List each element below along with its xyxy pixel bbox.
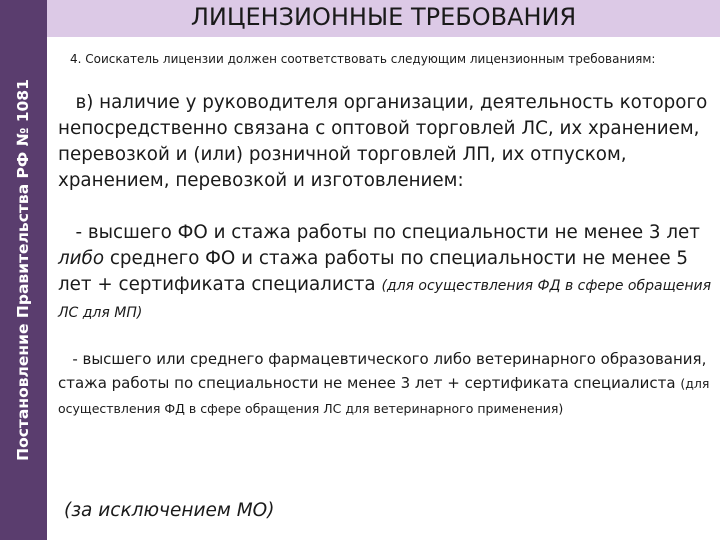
req1-part-b: среднего ФО и стажа работы по специальности не менее 5 лет + сертификата специалиста: [58, 248, 694, 295]
req1-either-word: либо: [58, 248, 105, 269]
req2-note: (для осуществления ФД в сфере обращения ЛС для ветеринарного применения): [58, 376, 714, 416]
requirement-higher-education-paragraph: [58, 220, 716, 326]
requirement-pharma-vet-paragraph: [58, 347, 713, 421]
requirement-v-paragraph: [58, 90, 713, 194]
sidebar-panel: [0, 0, 47, 540]
requirement-v-text: в) наличие у руководителя организации, деятельность которого непосредственно связана с оптовой торговлей ЛС, их хранением, перевозкой и (или) розничной торговлей ЛП, их отпуском, хранением, перевозкой и изготовлением:: [58, 92, 714, 191]
exception-note: (за исключением МО): [64, 500, 275, 521]
req1-note: (для осуществления ФД в сфере обращения ЛС для МП): [58, 278, 716, 321]
sidebar-caption: Постановление Правительства РФ № 1081: [14, 79, 32, 461]
req1-part-a: - высшего ФО и стажа работы по специальности не менее 3 лет: [58, 222, 706, 243]
intro-text: 4. Соискатель лицензии должен соответствовать следующим лицензионным требованиям:: [70, 52, 656, 66]
page-title: ЛИЦЕНЗИОННЫЕ ТРЕБОВАНИЯ: [190, 3, 577, 31]
req2-part-a: - высшего или среднего фармацевтического либо ветеринарного образования, стажа работы по специальности не менее 3 лет + сертификата специалиста: [58, 350, 712, 392]
title-bar: [47, 0, 720, 37]
